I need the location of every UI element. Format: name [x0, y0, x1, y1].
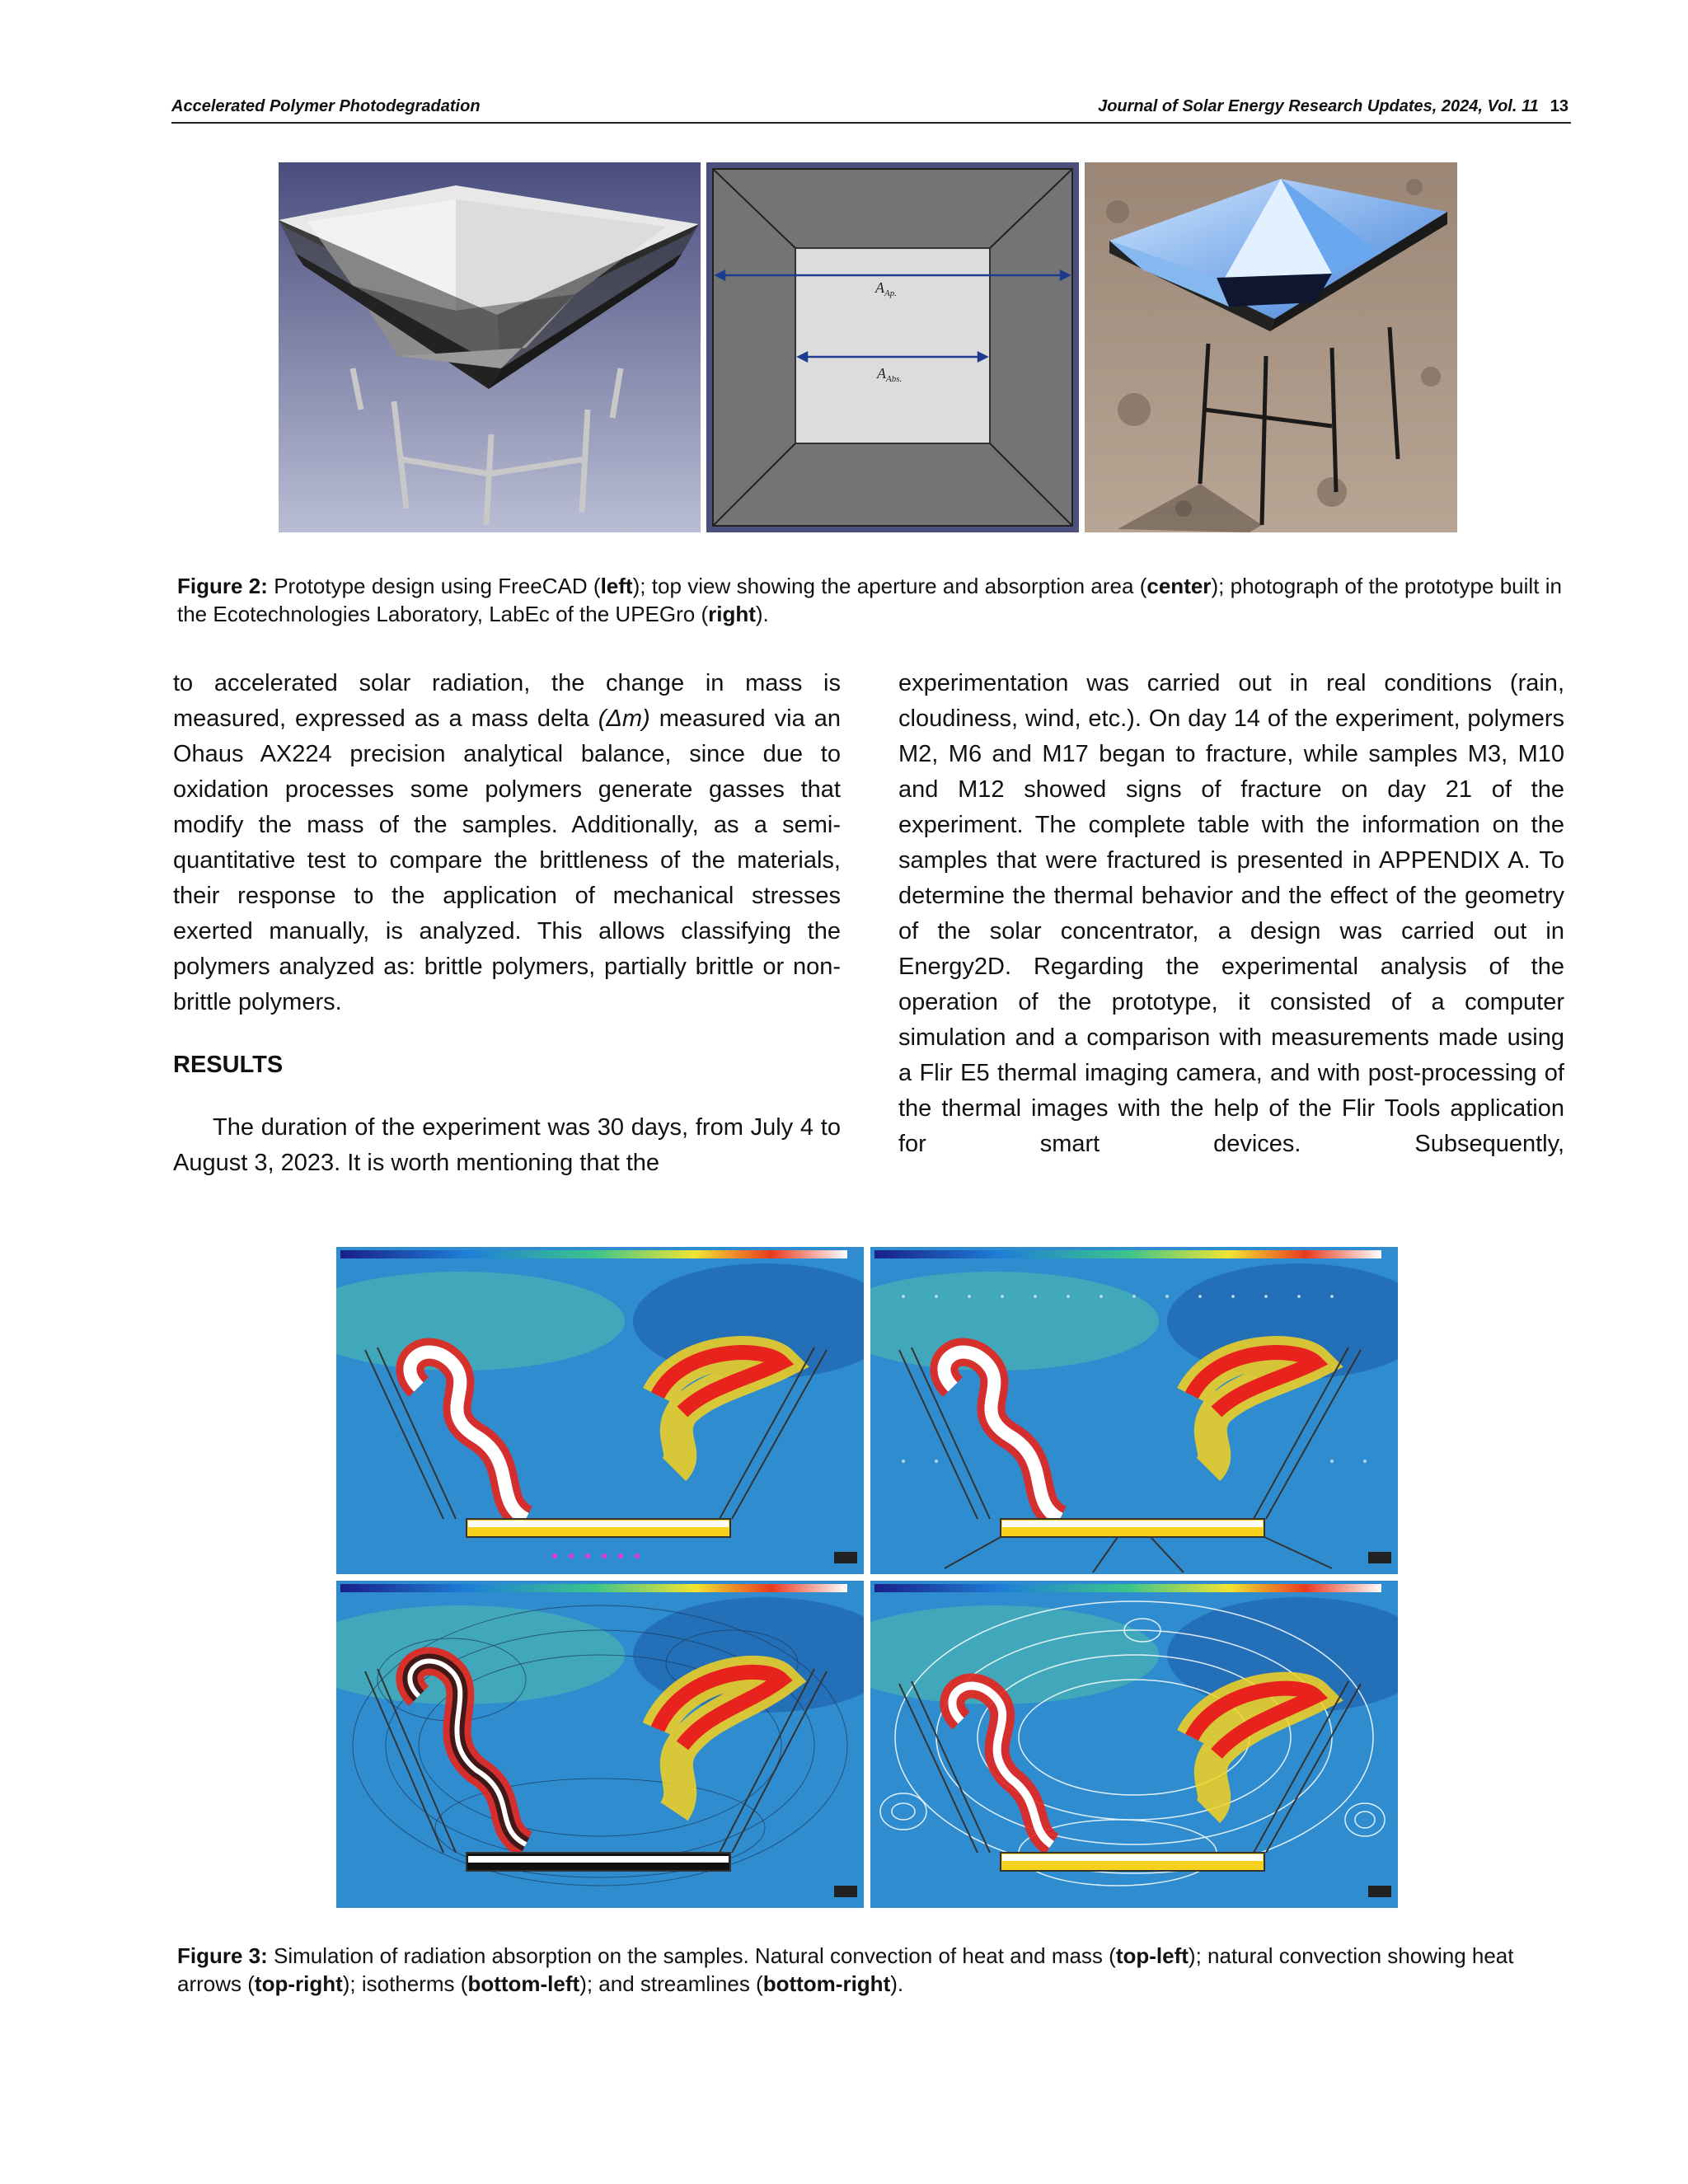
- figure2-caption: Figure 2: Prototype design using FreeCAD (left); top view showing the aperture and absorption area (center); photograph of the prototype built in the Ecotechnologies Laboratory, LabEc of the UPEGro (right).: [177, 574, 1562, 626]
- figure2-center-top-view: [706, 162, 1079, 532]
- absorber-sub: Abs.: [886, 374, 903, 384]
- aperture-label: A: [875, 279, 884, 296]
- figure3-caption: Figure 3: Simulation of radiation absorption on the samples. Natural convection of heat and mass (top-left); natural convection showing heat arrows (top-right); isotherms (bottom-left); and streamlines (bottom-right).: [177, 1943, 1514, 1996]
- paragraph: The duration of the experiment was 30 days, from July 4 to August 3, 2023. It is worth mentioning that the: [173, 1114, 841, 1176]
- running-title: Accelerated Polymer Photodegradation: [171, 97, 481, 115]
- absorber-label: A: [877, 365, 886, 382]
- figure3-bottom-right-streamlines: [870, 1581, 1398, 1908]
- paragraph: to accelerated solar radiation, the change in mass is measured, expressed as a mass delta (Δm) measured via an Ohaus AX224 precision analytical balance, since due to oxidation processes some polymers generate gasses that modify the mass of the samples. Additionally, as a semi-quantitative test to compare the brittleness of the materials, their response to the application of mechanical stresses exerted manually, is analyzed. This allows classifying the polymers analyzed as: brittle polymers, partially brittle or non-brittle polymers.: [173, 670, 841, 1015]
- figure3-bottom-left-isotherms: [336, 1581, 864, 1908]
- page-number: 13: [1550, 97, 1568, 115]
- figure2-right-photo: [1085, 162, 1457, 532]
- aperture-sub: Ap.: [884, 288, 897, 298]
- body-left-column: [173, 666, 841, 1181]
- paragraph: experimentation was carried out in real conditions (rain, cloudiness, wind, etc.). On day 14 of the experiment, polymers M2, M6 and M17 began to fracture, while samples M3, M10 and M12 showed signs of fracture on day 21 of the experiment. The complete table with the information on the samples that were fractured is presented in APPENDIX A. To determine the thermal behavior and the effect of the geometry of the solar concentrator, a design was carried out in Energy2D. Regarding the experimental analysis of the operation of the prototype, it consisted of a computer simulation and a comparison with measurements made using a Flir E5 thermal imaging camera, and with post-processing of the thermal images with the help of the Flir Tools application for smart devices. Subsequently,: [898, 670, 1564, 1157]
- figure3-top-left-convection: [336, 1247, 864, 1574]
- figure2-caption-label: Figure 2:: [177, 574, 268, 598]
- figure2-left-cad-render: [279, 162, 701, 532]
- journal-info: [1098, 97, 1568, 116]
- section-heading-results: RESULTS: [173, 1052, 284, 1078]
- header-rule: [171, 122, 1571, 124]
- journal-name: Journal of Solar Energy Research Updates, 2024, Vol. 11: [1098, 97, 1539, 115]
- body-right-column: [898, 666, 1564, 1162]
- figure3-caption-label: Figure 3:: [177, 1943, 268, 1968]
- figure3-top-right-heat-arrows: [870, 1247, 1398, 1574]
